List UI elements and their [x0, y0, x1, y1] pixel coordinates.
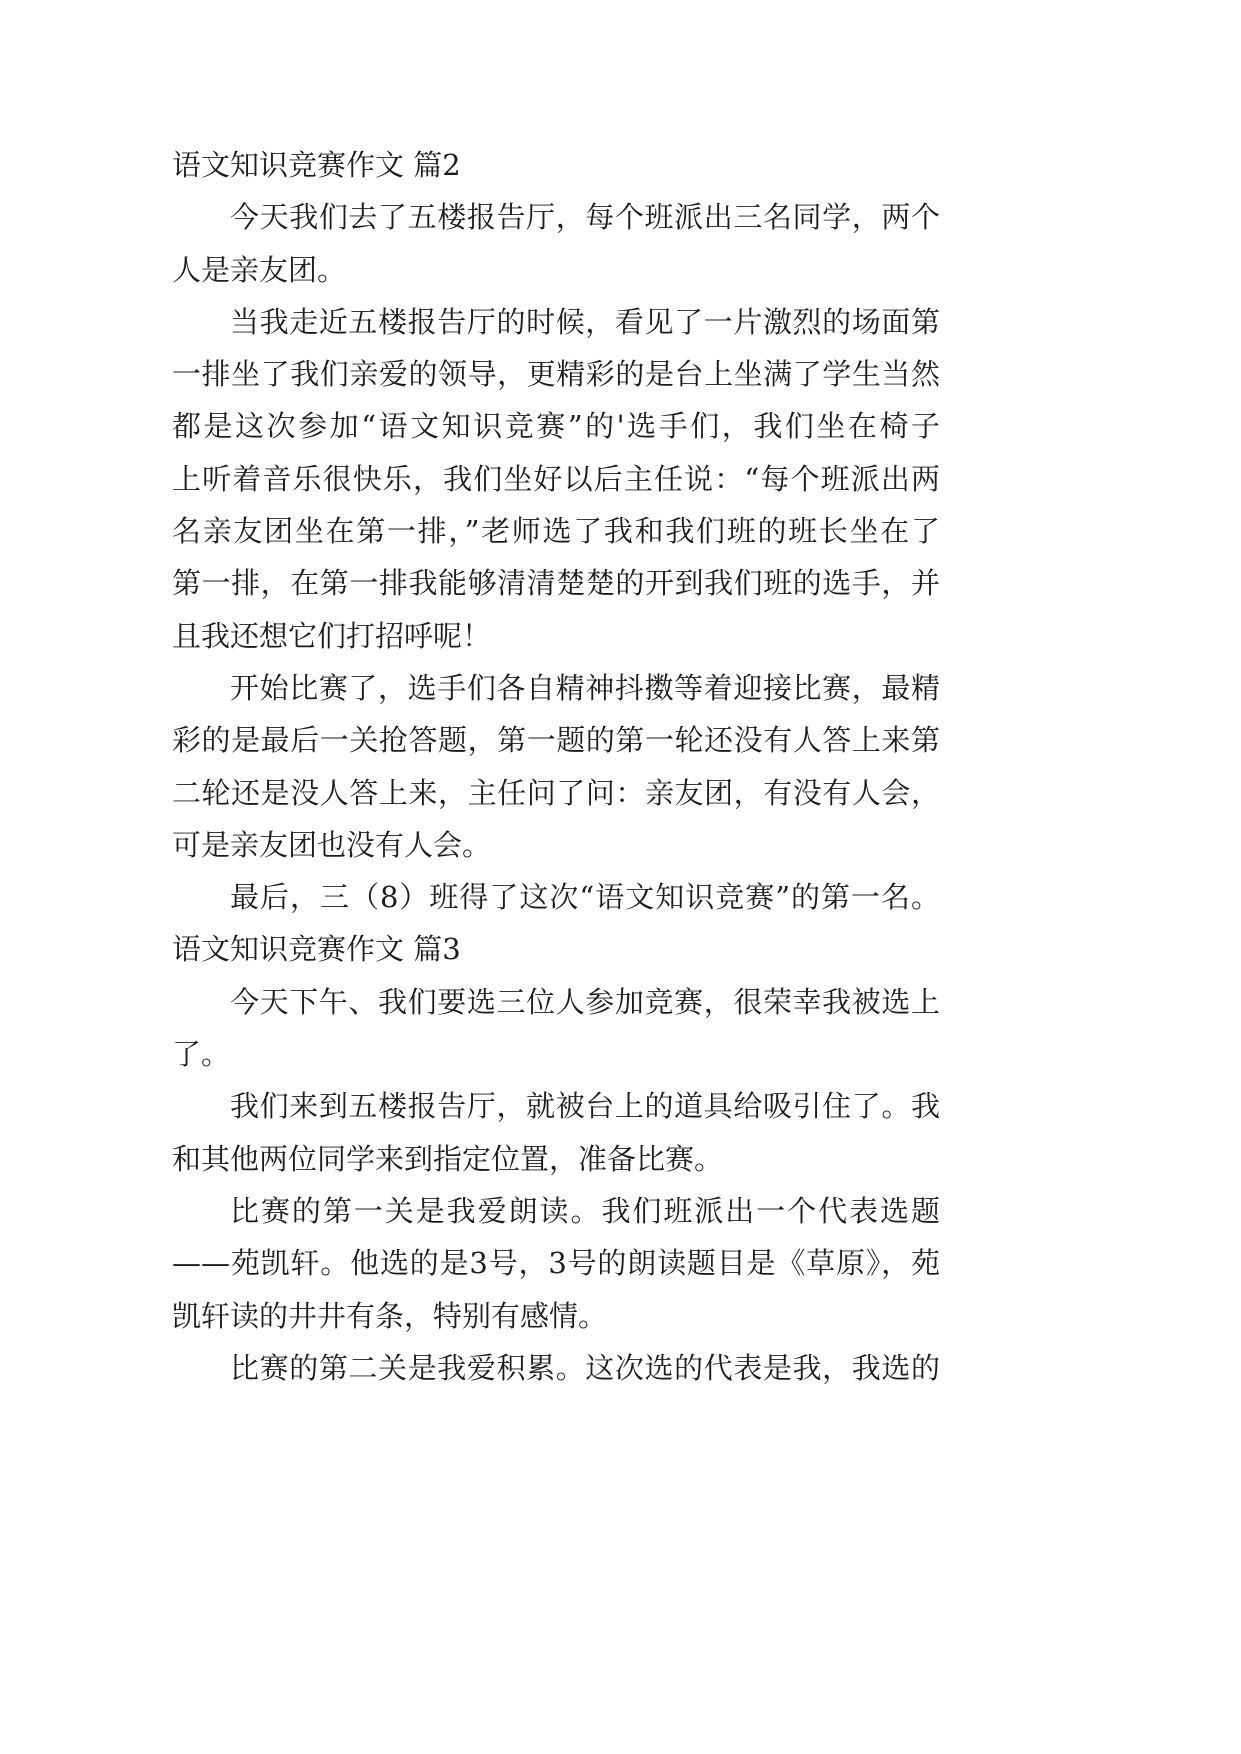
- text-line: 彩的是最后一关抢答题，第一题的第一轮还没有人答上来第: [172, 723, 940, 758]
- text-line: 可是亲友团也没有人会。: [172, 827, 492, 862]
- text-line: 名亲友团坐在第一排，”老师选了我和我们班的班长坐在了: [172, 514, 940, 549]
- text-line: 都是这次参加“语文知识竞赛”的'选手们，我们坐在椅子: [172, 409, 940, 444]
- paragraph: [172, 871, 940, 923]
- text-line: 上听着音乐很快乐，我们坐好以后主任说：“每个班派出两: [172, 461, 940, 496]
- text-line: 当我走近五楼报告厅的时候，看见了一片激烈的场面第: [230, 304, 940, 339]
- text-line: 且我还想它们打招呼呢！: [172, 618, 492, 653]
- paragraph: [172, 1342, 940, 1394]
- paragraph: [172, 296, 940, 662]
- text-line: 今天我们去了五楼报告厅，每个班派出三名同学，两个: [230, 200, 940, 235]
- text-line: 人是亲友团。: [172, 252, 347, 287]
- text-line: 最后，三（8）班得了这次“语文知识竞赛”的第一名。: [230, 880, 940, 915]
- text-line: 凯轩读的井井有条，特别有感情。: [172, 1298, 608, 1333]
- paragraph: [172, 976, 940, 1081]
- heading-text: 语文知识竞赛作文 篇2: [172, 148, 461, 182]
- paragraph: [172, 191, 940, 296]
- text-line: 开始比赛了，选手们各自精神抖擞等着迎接比赛，最精: [230, 670, 940, 705]
- paragraph: [172, 662, 940, 871]
- text-line: 我们来到五楼报告厅，就被台上的道具给吸引住了。我: [230, 1089, 940, 1124]
- section-heading: [172, 923, 940, 975]
- section-heading: [172, 139, 940, 191]
- text-line: 和其他两位同学来到指定位置，准备比赛。: [172, 1141, 724, 1176]
- text-line: 今天下午、我们要选三位人参加竞赛，很荣幸我被选上: [230, 984, 940, 1019]
- text-line: ——苑凯轩。他选的是3号，3号的朗读题目是《草原》，苑: [172, 1246, 940, 1281]
- text-line: 二轮还是没人答上来，主任问了问：亲友团，有没有人会，: [172, 775, 940, 810]
- paragraph: [172, 1080, 940, 1185]
- heading-text: 语文知识竞赛作文 篇3: [172, 932, 461, 967]
- text-line: 比赛的第一关是我爱朗读。我们班派出一个代表选题: [230, 1193, 940, 1228]
- paragraph: [172, 1185, 940, 1342]
- document-body: [172, 139, 940, 1394]
- text-line: 第一排，在第一排我能够清清楚楚的开到我们班的选手，并: [172, 566, 940, 601]
- text-line: 一排坐了我们亲爱的领导，更精彩的是台上坐满了学生当然: [172, 357, 940, 392]
- text-line: 比赛的第二关是我爱积累。这次选的代表是我，我选的: [230, 1350, 940, 1385]
- text-line: 了。: [172, 1037, 231, 1072]
